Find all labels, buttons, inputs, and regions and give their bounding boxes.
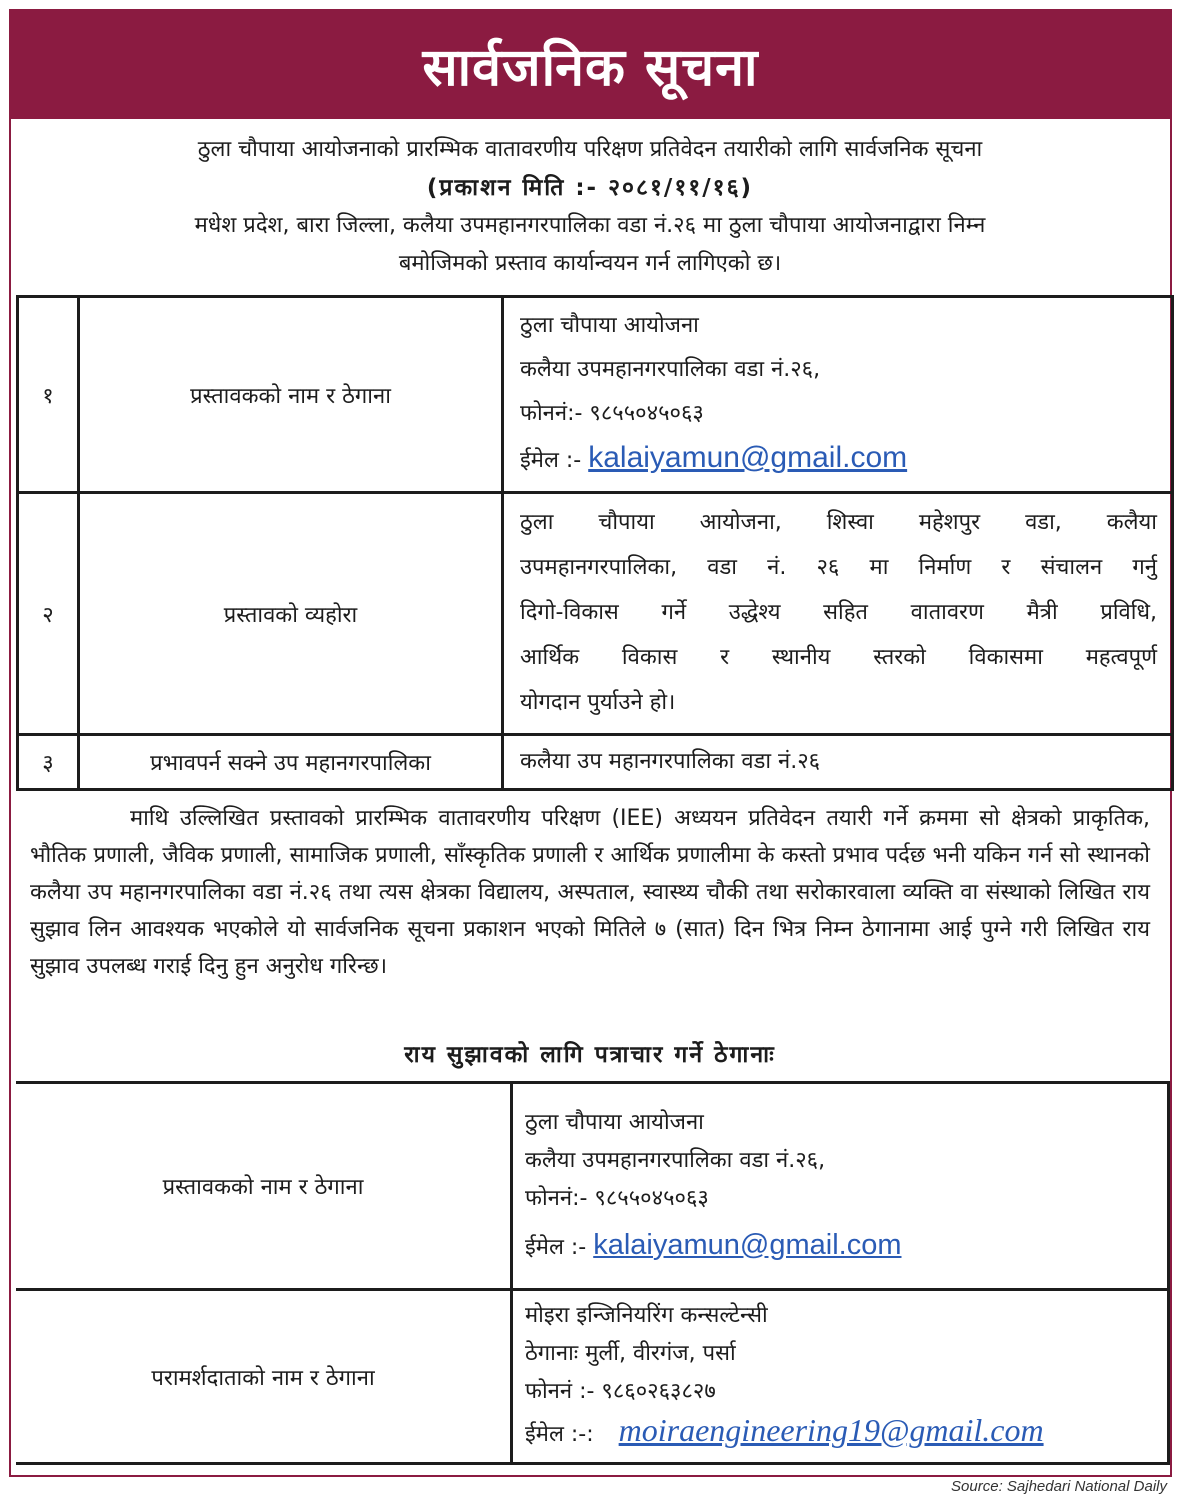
notice-title: सार्वजनिक सूचना — [422, 37, 759, 98]
email-label: ईमेल :- — [520, 448, 582, 473]
email-label: ईमेल :-: — [525, 1422, 594, 1447]
table-row — [18, 493, 1173, 735]
consultant-email-link[interactable]: moiraengineering19@gmail.com — [618, 1412, 1044, 1448]
proponent-email-link[interactable]: kalaiyamun@gmail.com — [588, 441, 908, 474]
row-value — [512, 1083, 1169, 1290]
intro-line-2: बमोजिमको प्रस्ताव कार्यान्वयन गर्न लागिएको छ। — [398, 251, 782, 276]
proponent-email-line — [520, 436, 1157, 483]
row-number: ३ — [18, 735, 79, 790]
description-line: दिगो-विकास गर्ने उद्धेश्य सहित वातावरण मैत्री प्रविधि, — [520, 600, 1157, 625]
proponent-email-link[interactable]: kalaiyamun@gmail.com — [593, 1228, 902, 1261]
row-label: प्रभावपर्न सक्ने उप महानगरपालिका — [79, 735, 503, 790]
proponent-phone: फोननं:- ९८५५०४५०६३ — [520, 401, 704, 426]
contact-heading: राय सुझावको लागि पत्राचार गर्ने ठेगानाः — [404, 1042, 776, 1068]
row-label: परामर्शदाताको नाम र ठेगाना — [16, 1290, 512, 1464]
body-text: माथि उल्लिखित प्रस्तावको प्रारम्भिक वातावरणीय परिक्षण (IEE) अध्ययन प्रतिवेदन तयारी गर्ने क्रममा सो क्षेत्रको प्राकृतिक, भौतिक प्रणाली, जैविक प्रणाली, सामाजिक प्रणाली, साँस्कृतिक प्रणाली र आर्थिक प्रणालीमा के कस्तो प्रभाव पर्दछ भनी यकिन गर्न सो स्थानको कलैया उप महानगरपालिका वडा नं.२६ तथा त्यस क्षेत्रका विद्यालय, अस्पताल, स्वास्थ्य चौकी तथा सरोकारवाला व्यक्ति वा संस्थाको लिखित राय सुझाव लिन आवश्यक भएकोले यो सार्वजनिक सूचना प्रकाशन भएको मितिले ७ (सात) दिन भित्र निम्न ठेगानामा आई पुग्ने गरी लिखित राय सुझाव उपलब्ध गराई दिनु हुन अनुरोध गरिन्छ। — [30, 806, 1150, 979]
row-value — [512, 1290, 1169, 1464]
consultant-phone: फोननं :- ९८६०२६३८२७ — [525, 1379, 716, 1404]
publish-date: (प्रकाशन मिति :- २०८१/११/१६) — [426, 175, 754, 201]
title-banner — [11, 11, 1170, 119]
row-label: प्रस्तावकको नाम र ठेगाना — [79, 297, 503, 493]
row-value — [503, 493, 1173, 735]
description-line: योगदान पुर्याउने हो। — [520, 690, 676, 715]
description-line: आर्थिक विकास र स्थानीय स्तरको विकासमा महत्वपूर्ण — [520, 645, 1157, 670]
row-label: प्रस्तावको व्यहोरा — [79, 493, 503, 735]
proponent-address: कलैया उपमहानगरपालिका वडा नं.२६, — [525, 1147, 826, 1173]
proponent-email-line — [525, 1226, 1153, 1267]
source-credit: Source: Sajhedari National Daily — [951, 1478, 1167, 1495]
proponent-name: ठुला चौपाया आयोजना — [525, 1109, 704, 1135]
email-label: ईमेल :- — [525, 1234, 587, 1260]
proponent-name: ठुला चौपाया आयोजना — [520, 313, 699, 338]
description-line: उपमहानगरपालिका, वडा नं. २६ मा निर्माण र संचालन गर्नु — [520, 555, 1157, 580]
table-row — [18, 297, 1173, 493]
proponent-phone: फोननं:- ९८५५०४५०६३ — [525, 1185, 709, 1211]
row-value — [503, 297, 1173, 493]
notice-intro — [30, 131, 1150, 283]
row-value: कलैया उप महानगरपालिका वडा नं.२६ — [503, 735, 1173, 790]
consultant-email-line — [525, 1411, 1153, 1454]
consultant-address: ठेगानाः मुर्ली, वीरगंज, पर्सा — [525, 1341, 736, 1366]
table-row — [16, 1290, 1169, 1464]
table-row — [18, 735, 1173, 790]
details-table — [16, 295, 1174, 791]
table-row — [16, 1083, 1169, 1290]
row-number: १ — [18, 297, 79, 493]
row-number: २ — [18, 493, 79, 735]
intro-line-1: मधेश प्रदेश, बारा जिल्ला, कलैया उपमहानगरपालिका वडा नं.२६ मा ठुला चौपाया आयोजनाद्वारा निम्न — [194, 213, 986, 238]
description-line: ठुला चौपाया आयोजना, शिस्वा महेशपुर वडा, कलैया — [520, 510, 1157, 535]
notice-subtitle: ठुला चौपाया आयोजनाको प्रारम्भिक वातावरणीय परिक्षण प्रतिवेदन तयारीको लागि सार्वजनिक सूचना — [197, 137, 983, 162]
contact-table — [16, 1081, 1170, 1465]
consultant-name: मोइरा इन्जिनियरिंग कन्सल्टेन्सी — [525, 1303, 768, 1328]
row-label: प्रस्तावकको नाम र ठेगाना — [16, 1083, 512, 1290]
body-paragraph — [30, 800, 1150, 985]
proponent-address: कलैया उपमहानगरपालिका वडा नं.२६, — [520, 357, 821, 382]
